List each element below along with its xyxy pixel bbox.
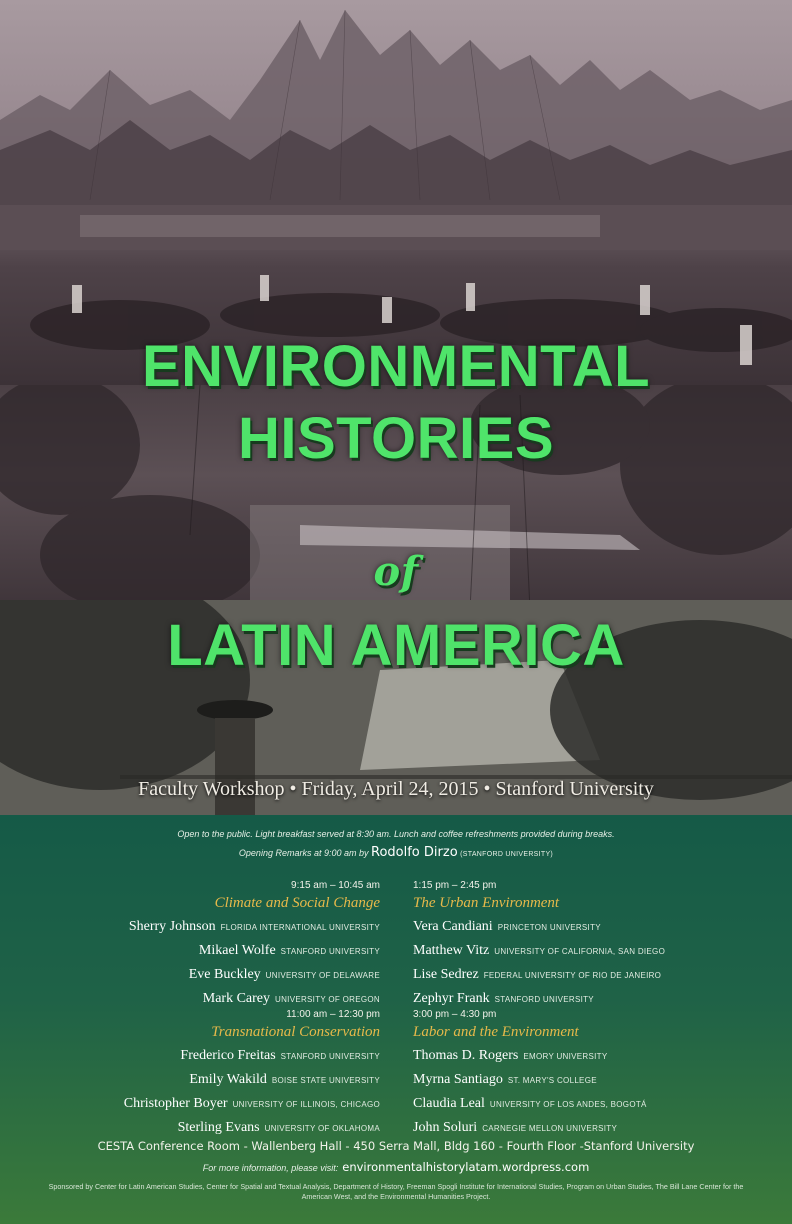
mountain-engraving-image (0, 0, 792, 205)
intro-text: Open to the public. Light breakfast served at 8:30 am. Lunch and coffee refreshments provided during breaks. (177, 829, 615, 839)
session-block (413, 879, 665, 1011)
speaker-list (124, 1044, 380, 1140)
speaker-name: Myrna Santiago (413, 1072, 503, 1087)
session-title: Labor and the Environment (413, 1024, 579, 1040)
remarks-speaker-affiliation: (STANFORD UNIVERSITY) (460, 851, 554, 858)
session-block (413, 1008, 647, 1140)
title-line-2: HISTORIES (237, 406, 555, 471)
speaker-affiliation: UNIVERSITY OF OREGON (275, 995, 380, 1004)
speaker-item (124, 1092, 380, 1116)
speaker-item (129, 915, 380, 939)
title-line-3: of (373, 548, 419, 595)
website-link[interactable]: environmentalhistorylatam.wordpress.com (342, 1160, 590, 1174)
title-line-1: ENVIRONMENTAL (141, 334, 651, 399)
session-time: 3:00 pm – 4:30 pm (413, 1009, 497, 1020)
speaker-name: Zephyr Frank (413, 991, 490, 1006)
speaker-affiliation: FEDERAL UNIVERSITY OF RIO DE JANEIRO (483, 971, 662, 980)
speaker-name: Thomas D. Rogers (413, 1048, 519, 1063)
speaker-item (124, 1068, 380, 1092)
event-subtitle: Faculty Workshop • Friday, April 24, 2015 • Stanford University (138, 778, 654, 800)
speaker-name: Matthew Vitz (413, 943, 490, 958)
speaker-affiliation: CARNEGIE MELLON UNIVERSITY (482, 1124, 618, 1133)
session-block (124, 1008, 380, 1140)
speaker-item (413, 1092, 647, 1116)
speaker-affiliation: FLORIDA INTERNATIONAL UNIVERSITY (220, 923, 380, 932)
speaker-name: Claudia Leal (413, 1096, 485, 1111)
speaker-list (129, 915, 380, 1011)
remarks-label: Opening Remarks at 9:00 am by (238, 848, 369, 858)
speaker-affiliation: PRINCETON UNIVERSITY (497, 923, 601, 932)
opening-remarks (0, 845, 792, 860)
remarks-speaker-name: Rodolfo Dirzo (371, 845, 458, 860)
sponsors-text: Sponsored by Center for Latin American Studies, Center for Spatial and Textual Analysis, Department of History, Freeman Spogli Institute for International Studies, Program on Urban Studies, The Bill Lane Center for the American West, and the Environmental Humanities Project. (48, 1182, 744, 1201)
speaker-list (413, 915, 665, 1011)
speaker-name: Lise Sedrez (413, 967, 479, 982)
speaker-name: Mikael Wolfe (198, 943, 276, 958)
speaker-item (124, 1116, 380, 1140)
session-title: Climate and Social Change (214, 895, 380, 911)
speaker-affiliation: ST. MARY'S COLLEGE (507, 1076, 597, 1085)
session-time: 1:15 pm – 2:45 pm (413, 880, 497, 891)
speaker-name: Sterling Evans (177, 1120, 260, 1135)
speaker-affiliation: STANFORD UNIVERSITY (494, 995, 594, 1004)
speaker-affiliation: UNIVERSITY OF CALIFORNIA, SAN DIEGO (494, 947, 666, 956)
speaker-name: Christopher Boyer (123, 1096, 228, 1111)
venue-address: CESTA Conference Room - Wallenberg Hall - 450 Serra Mall, Bldg 160 - Fourth Floor -Stanford University (97, 1139, 695, 1153)
session-time: 9:15 am – 10:45 am (291, 880, 380, 891)
speaker-name: John Soluri (413, 1120, 478, 1135)
speaker-affiliation: UNIVERSITY OF LOS ANDES, BOGOTÁ (489, 1100, 647, 1109)
speaker-affiliation: BOISE STATE UNIVERSITY (271, 1076, 380, 1085)
speaker-affiliation: STANFORD UNIVERSITY (280, 947, 380, 956)
speaker-affiliation: UNIVERSITY OF ILLINOIS, CHICAGO (232, 1100, 380, 1109)
speaker-affiliation: UNIVERSITY OF OKLAHOMA (264, 1124, 380, 1133)
speaker-name: Emily Wakild (189, 1072, 267, 1087)
more-info (0, 1158, 792, 1176)
speaker-item (413, 939, 665, 963)
speaker-affiliation: STANFORD UNIVERSITY (280, 1052, 380, 1061)
speaker-item (129, 963, 380, 987)
speaker-item (124, 1044, 380, 1068)
speaker-affiliation: EMORY UNIVERSITY (523, 1052, 608, 1061)
speaker-name: Sherry Johnson (128, 919, 216, 934)
more-info-label: For more information, please visit: (202, 1163, 339, 1173)
speaker-item (413, 1068, 647, 1092)
speaker-item (413, 1044, 647, 1068)
speaker-list (413, 1044, 647, 1140)
speaker-name: Frederico Freitas (180, 1048, 276, 1063)
speaker-item (413, 963, 665, 987)
speaker-name: Eve Buckley (188, 967, 261, 982)
session-block (129, 879, 380, 1011)
speaker-item (413, 1116, 647, 1140)
speaker-affiliation: UNIVERSITY OF DELAWARE (265, 971, 380, 980)
session-time: 11:00 am – 12:30 pm (286, 1009, 380, 1020)
speaker-name: Vera Candiani (413, 919, 493, 934)
speaker-name: Mark Carey (202, 991, 271, 1006)
session-title: The Urban Environment (413, 895, 560, 911)
speaker-item (129, 939, 380, 963)
session-title: Transnational Conservation (211, 1024, 380, 1040)
info-panel (0, 815, 792, 1224)
speaker-item (413, 915, 665, 939)
title-line-4: LATIN AMERICA (167, 613, 625, 678)
